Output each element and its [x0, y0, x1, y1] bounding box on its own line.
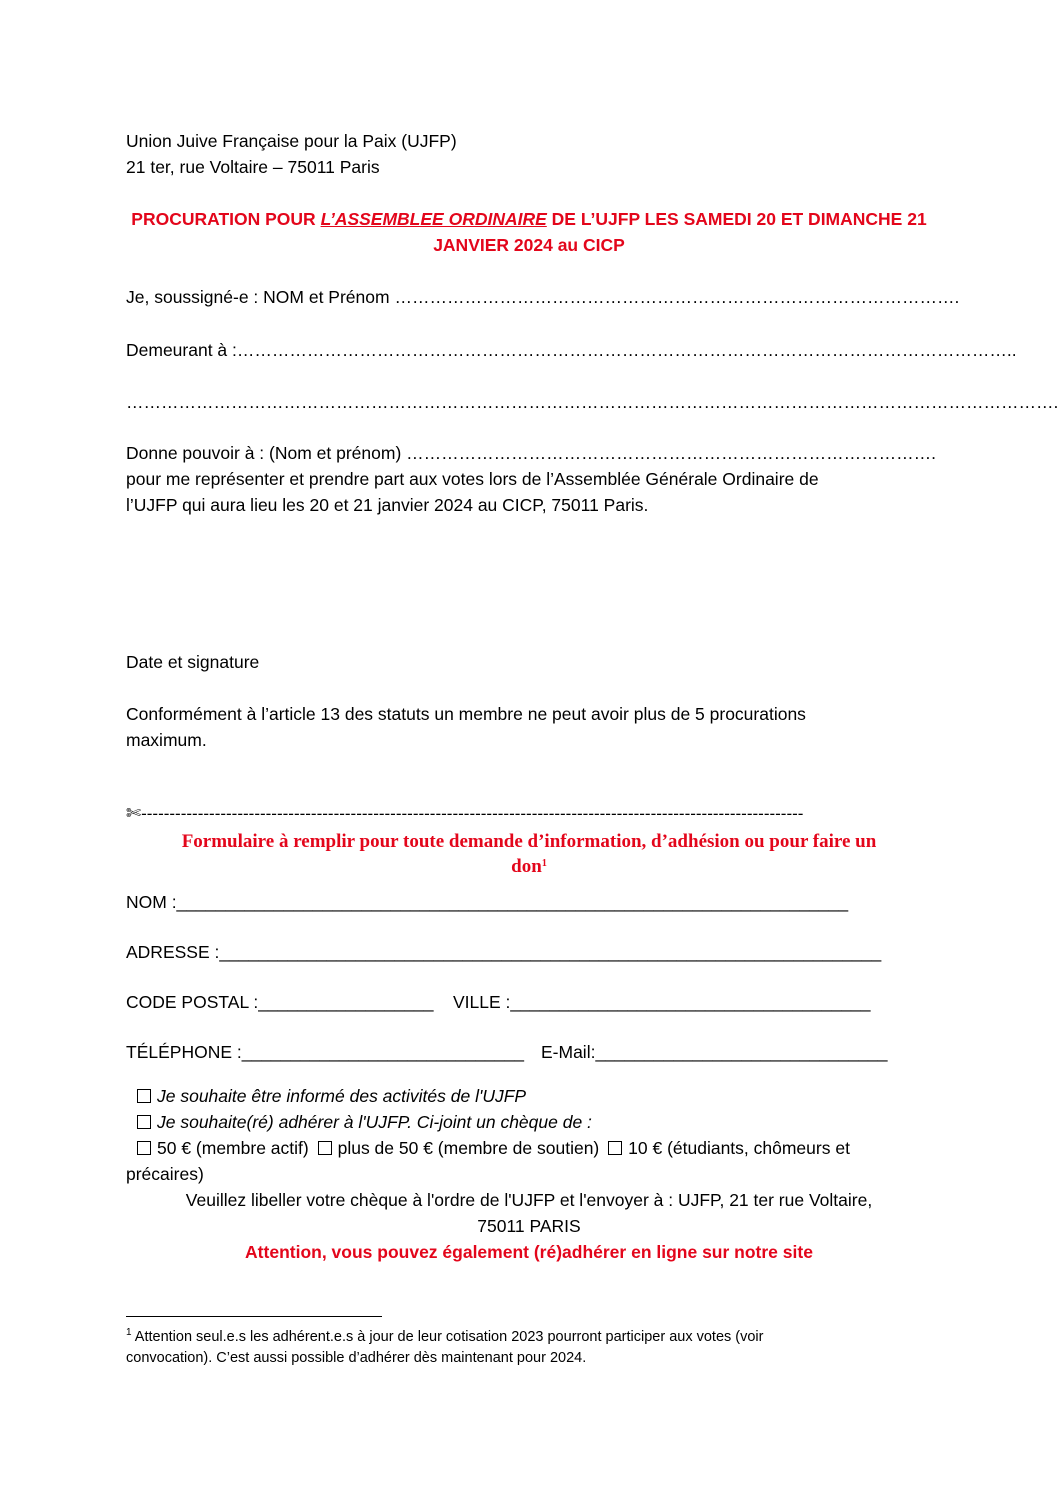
footnote-ref[interactable]: 1: [541, 858, 547, 869]
footnote: [126, 1327, 932, 1369]
info-form-heading-line1: Formulaire à remplir pour toute demande d’information, d’adhésion ou pour faire un: [181, 831, 877, 852]
purpose-text-line2: l’UJFP qui aura lieu les 20 et 21 janvier 2024 au CICP, 75011 Paris.: [126, 495, 649, 515]
email-field[interactable]: E-Mail:______________________________: [541, 1042, 888, 1062]
statute-note-line1: Conformément à l’article 13 des statuts un membre ne peut avoir plus de 5 procurations: [126, 704, 806, 724]
date-signature-label: Date et signature: [126, 652, 260, 672]
option-reduit-continued: précaires): [126, 1164, 204, 1184]
cut-dashes: ---------------------------------------------------------------------------------------------------------------------: [141, 804, 804, 823]
proxy-title-emphasis: L’ASSEMBLEE ORDINAIRE: [320, 209, 547, 229]
proxy-title-line2: JANVIER 2024 au CICP: [433, 235, 625, 255]
proxy-title-prefix: PROCURATION POUR: [131, 209, 321, 229]
online-membership-note: Attention, vous pouvez également (ré)adhérer en ligne sur notre site: [245, 1242, 813, 1262]
ville-field[interactable]: VILLE :_____________________________________: [453, 992, 871, 1012]
checkbox-reduit[interactable]: [608, 1141, 622, 1155]
footnote-mark: 1: [126, 1327, 132, 1338]
scissors-icon: ✄: [126, 803, 142, 823]
option-actif-label: 50 € (membre actif): [157, 1138, 309, 1158]
code-postal-field[interactable]: CODE POSTAL :__________________: [126, 992, 434, 1012]
footnote-separator: [126, 1316, 382, 1317]
checkbox-info[interactable]: [137, 1089, 151, 1103]
checkbox-adhesion-row: [137, 1109, 592, 1135]
adresse-field[interactable]: ADRESSE :____________________________________________________________________: [126, 942, 882, 962]
footnote-text1: Attention seul.e.s les adhérent.e.s à jour de leur cotisation 2023 pourront participer aux votes (voir: [131, 1329, 764, 1345]
proxy-title-suffix: DE L’UJFP LES SAMEDI 20 ET DIMANCHE 21: [546, 209, 927, 229]
checkbox-adhesion-label: Je souhaite(ré) adhérer à l'UJFP. Ci-joint un chèque de :: [157, 1112, 592, 1132]
info-form-heading-line2: [126, 854, 932, 879]
amount-options-row: [137, 1135, 850, 1161]
purpose-text-line1: pour me représenter et prendre part aux votes lors de l’Assemblée Générale Ordinaire de: [126, 469, 819, 489]
residence-field-line[interactable]: Demeurant à :……………………………………………………………………………………………………………………..: [126, 340, 1017, 360]
org-name: Union Juive Française pour la Paix (UJFP): [126, 131, 457, 151]
footnote-line1: [126, 1327, 932, 1348]
cut-line: [126, 800, 930, 826]
nom-field[interactable]: NOM :_____________________________________________________________________: [126, 892, 849, 912]
checkbox-info-row: [137, 1083, 526, 1109]
name-field-line[interactable]: Je, soussigné-e : NOM et Prénom …………………………………………………………………………………….: [126, 287, 960, 307]
residence-field-line2[interactable]: …………………………………………………………………………………………………………………………………………….: [126, 392, 1058, 412]
grant-field-line[interactable]: Donne pouvoir à : (Nom et prénom) ……………………………………………………………………………….: [126, 443, 936, 463]
checkbox-actif[interactable]: [137, 1141, 151, 1155]
footnote-line2: convocation). C’est aussi possible d’adhérer dès maintenant pour 2024.: [126, 1350, 587, 1366]
org-address: 21 ter, rue Voltaire – 75011 Paris: [126, 157, 380, 177]
proxy-title: [126, 206, 932, 232]
telephone-field[interactable]: TÉLÉPHONE :_____________________________: [126, 1042, 524, 1062]
option-reduit-label: 10 € (étudiants, chômeurs et: [628, 1138, 850, 1158]
cheque-instructions-line2: 75011 PARIS: [477, 1216, 581, 1236]
checkbox-adhesion[interactable]: [137, 1115, 151, 1129]
cheque-instructions-line1: Veuillez libeller votre chèque à l'ordre de l'UJFP et l'envoyer à : UJFP, 21 ter rue Voltaire,: [185, 1190, 873, 1210]
info-form-heading-word: don: [511, 856, 542, 877]
checkbox-soutien[interactable]: [318, 1141, 332, 1155]
option-soutien-label: plus de 50 € (membre de soutien): [337, 1138, 600, 1158]
checkbox-info-label: Je souhaite être informé des activités de l'UJFP: [157, 1086, 527, 1106]
statute-note-line2: maximum.: [126, 730, 207, 750]
